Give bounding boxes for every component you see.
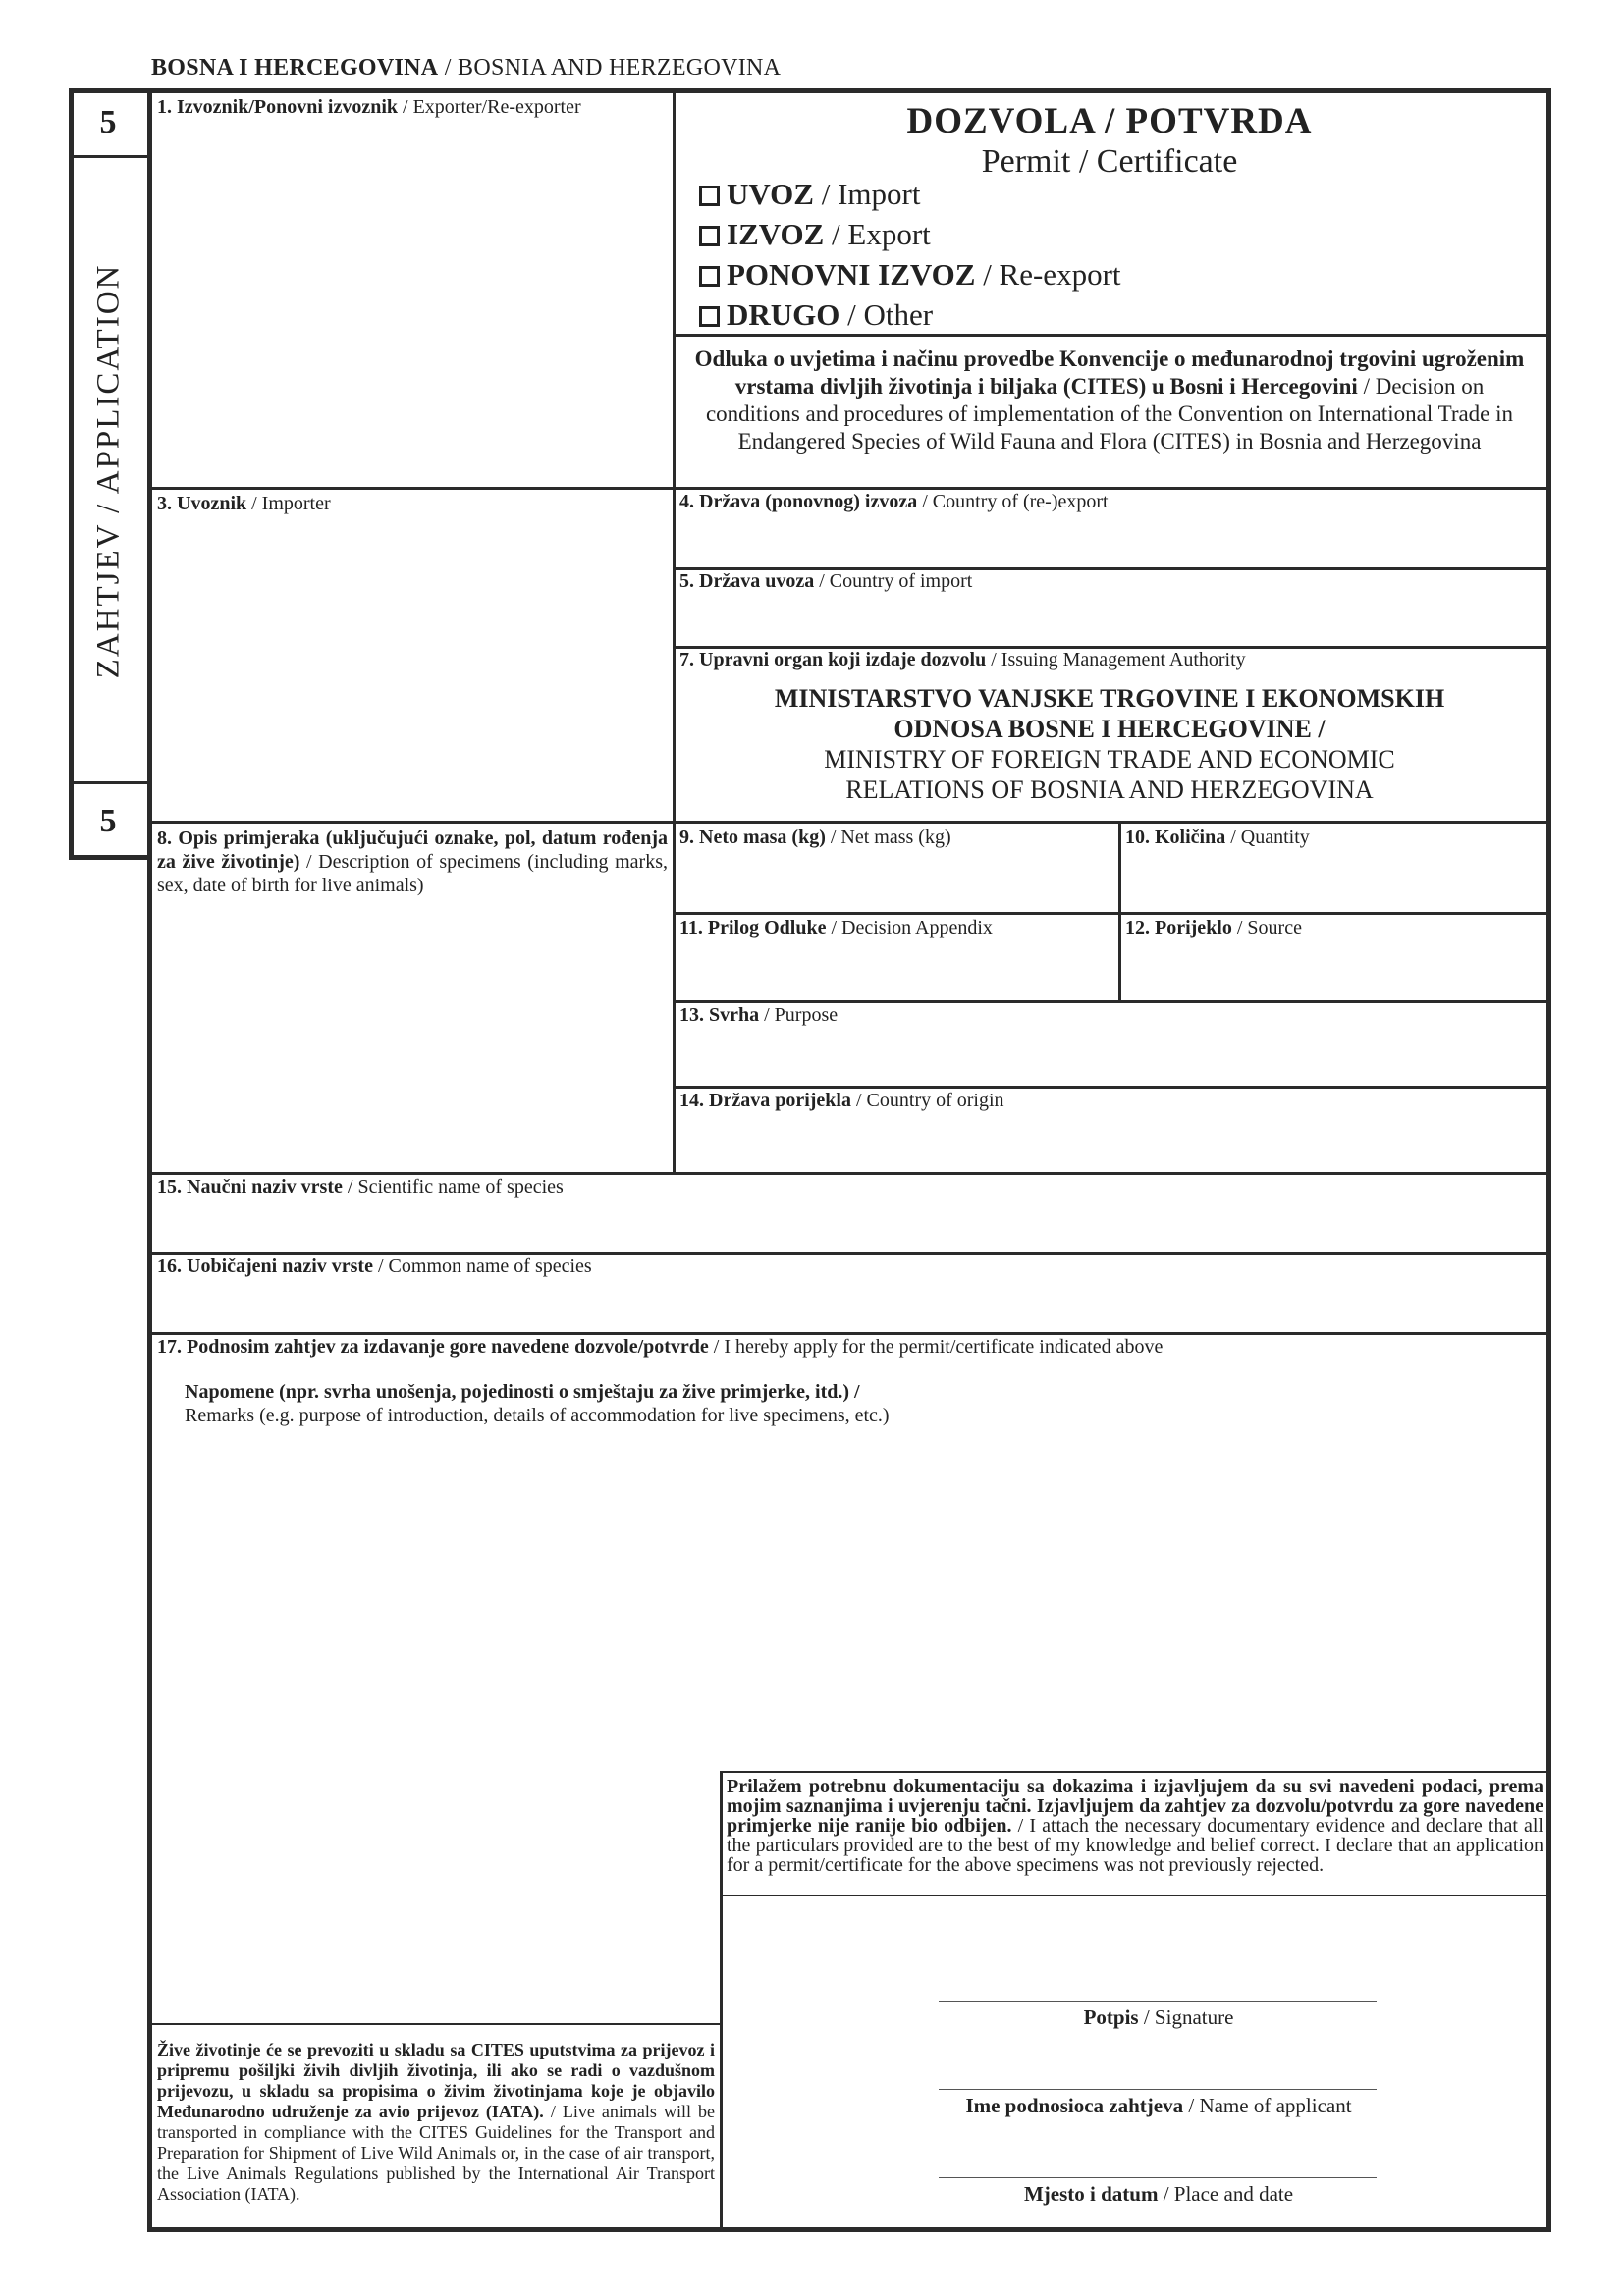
place-date-label: Mjesto i datum / Place and date [1023, 2182, 1294, 2206]
issuing-authority-name: MINISTARSTVO VANJSKE TRGOVINE I EKONOMSKIH ODNOSA BOSNE I HERCEGOVINE / MINISTRY OF FOREIGN TRADE AND ECONOMIC RELATIONS OF BOSNIA AND HERZEGOVINA [774, 684, 1445, 804]
field-3-importer[interactable]: 3. Uvoznik / Importer [157, 493, 331, 514]
field-13-purpose[interactable]: 13. Svrha / Purpose [679, 1004, 839, 1026]
option-other[interactable]: DRUGO / Other [699, 297, 933, 333]
field-7-issuing-authority: 7. Upravni organ koji izdaje dozvolu / Issuing Management Authority [679, 649, 1246, 670]
row-divider [675, 1086, 1548, 1089]
field-11-decision-appendix[interactable]: 11. Prilog Odluke / Decision Appendix [679, 917, 993, 938]
document-subtitle: Permit / Certificate [981, 143, 1238, 180]
decision-reference: Odluka o uvjetima i načinu provedbe Konvencije o međunarodnoj trgovini ugroženim vrstama divljih životinja i biljaka (CITES) u Bosni i Hercegovini / Decision on conditions and procedures of implementation of the Convention on International Trade in Endangered Species of Wild Fauna and Flora (CITES) in Bosnia and Herzegovina [694, 347, 1525, 454]
copy-number-top: 5 [99, 104, 117, 140]
field-16-common-name[interactable]: 16. Uobičajeni naziv vrste / Common name of species [157, 1255, 592, 1277]
row-divider [149, 2023, 722, 2025]
checkbox-icon[interactable] [699, 186, 720, 206]
row-divider [722, 1895, 1548, 1896]
country-header: BOSNA I HERCEGOVINA / BOSNIA AND HERZEGOVINA [151, 55, 782, 80]
field-17-application: 17. Podnosim zahtjev za izdavanje gore navedene dozvole/potvrde / I hereby apply for the permit/certificate indicated above [157, 1336, 1164, 1358]
column-divider [673, 90, 676, 1174]
row-divider [149, 487, 1548, 490]
row-divider [722, 1771, 1548, 1773]
field-10-quantity[interactable]: 10. Količina / Quantity [1125, 827, 1310, 848]
field-14-country-of-origin[interactable]: 14. Država porijekla / Country of origin [679, 1090, 1004, 1111]
row-divider [149, 1252, 1548, 1255]
document-title: DOZVOLA / POTVRDA [906, 101, 1313, 141]
row-divider [675, 1000, 1548, 1003]
field-12-source[interactable]: 12. Porijeklo / Source [1125, 917, 1302, 938]
field-4-country-of-export[interactable]: 4. Država (ponovnog) izvoza / Country of (re-)export [679, 491, 1109, 512]
copy-number-bottom: 5 [99, 803, 117, 839]
option-import[interactable]: UVOZ / Import [699, 177, 920, 212]
row-divider [675, 912, 1548, 915]
field-1-exporter[interactable]: 1. Izvoznik/Ponovni izvoznik / Exporter/Re-exporter [157, 96, 581, 118]
field-8-description[interactable]: 8. Opis primjeraka (uključujući oznake, pol, datum rođenja za žive životinje) / Description of specimens (including marks, sex, date of birth for live animals) [157, 828, 668, 896]
applicant-name-line[interactable] [939, 2089, 1377, 2090]
field-15-scientific-name[interactable]: 15. Naučni naziv vrste / Scientific name of species [157, 1176, 564, 1198]
application-vertical-label: ZAHTJEV / APPLICATION [90, 263, 127, 679]
signature-label: Potpis / Signature [1083, 2005, 1234, 2029]
remarks-field[interactable]: Napomene (npr. svrha unošenja, pojedinosti o smještaju za žive primjerke, itd.) / Remarks (e.g. purpose of introduction, details of accommodation for live specimens, etc.) [185, 1381, 890, 1426]
declaration-text: Prilažem potrebnu dokumentaciju sa dokazima i izjavljujem da su svi navedeni podaci, prema mojim saznanjima i uvjerenju tačni. Izjavljujem da zahtjev za dozvolu/potvrdu za gore navedene primjerke nije ranije bio odbijen. / I attach the necessary documentary evidence and declare that all the particulars provided are to the best of my knowledge and belief correct. I declare that an application for a permit/certificate for the above specimens was not previously rejected. [727, 1776, 1543, 1876]
row-divider [149, 1332, 1548, 1335]
checkbox-icon[interactable] [699, 226, 720, 246]
option-re-export[interactable]: PONOVNI IZVOZ / Re-export [699, 257, 1121, 293]
row-divider [149, 1172, 1548, 1175]
live-animals-note: Žive životinje će se prevoziti u skladu sa CITES uputstvima za prijevoz i pripremu pošiljki živih divljih životinja, ili ako se radi o vazdušnom prijevozu, u skladu sa propisima o živim životinjama koje je objavilo Međunarodno udruženje za avio prijevoz (IATA). / Live animals will be transported in compliance with the CITES Guidelines for the Transport and Preparation for Shipment of Live Wild Animals or, in the case of air transport, the Live Animals Regulations published by the International Air Transport Association (IATA). [157, 2040, 716, 2204]
field-9-net-mass[interactable]: 9. Neto masa (kg) / Net mass (kg) [679, 827, 951, 848]
row-divider [149, 821, 1548, 824]
signature-line[interactable] [939, 2001, 1377, 2002]
applicant-name-label: Ime podnosioca zahtjeva / Name of applicant [965, 2094, 1352, 2117]
field-5-country-of-import[interactable]: 5. Država uvoza / Country of import [679, 570, 973, 592]
place-date-line[interactable] [939, 2177, 1377, 2178]
column-divider [720, 1771, 723, 2230]
checkbox-icon[interactable] [699, 266, 720, 287]
option-export[interactable]: IZVOZ / Export [699, 217, 931, 252]
checkbox-icon[interactable] [699, 306, 720, 327]
row-divider [675, 334, 1548, 337]
